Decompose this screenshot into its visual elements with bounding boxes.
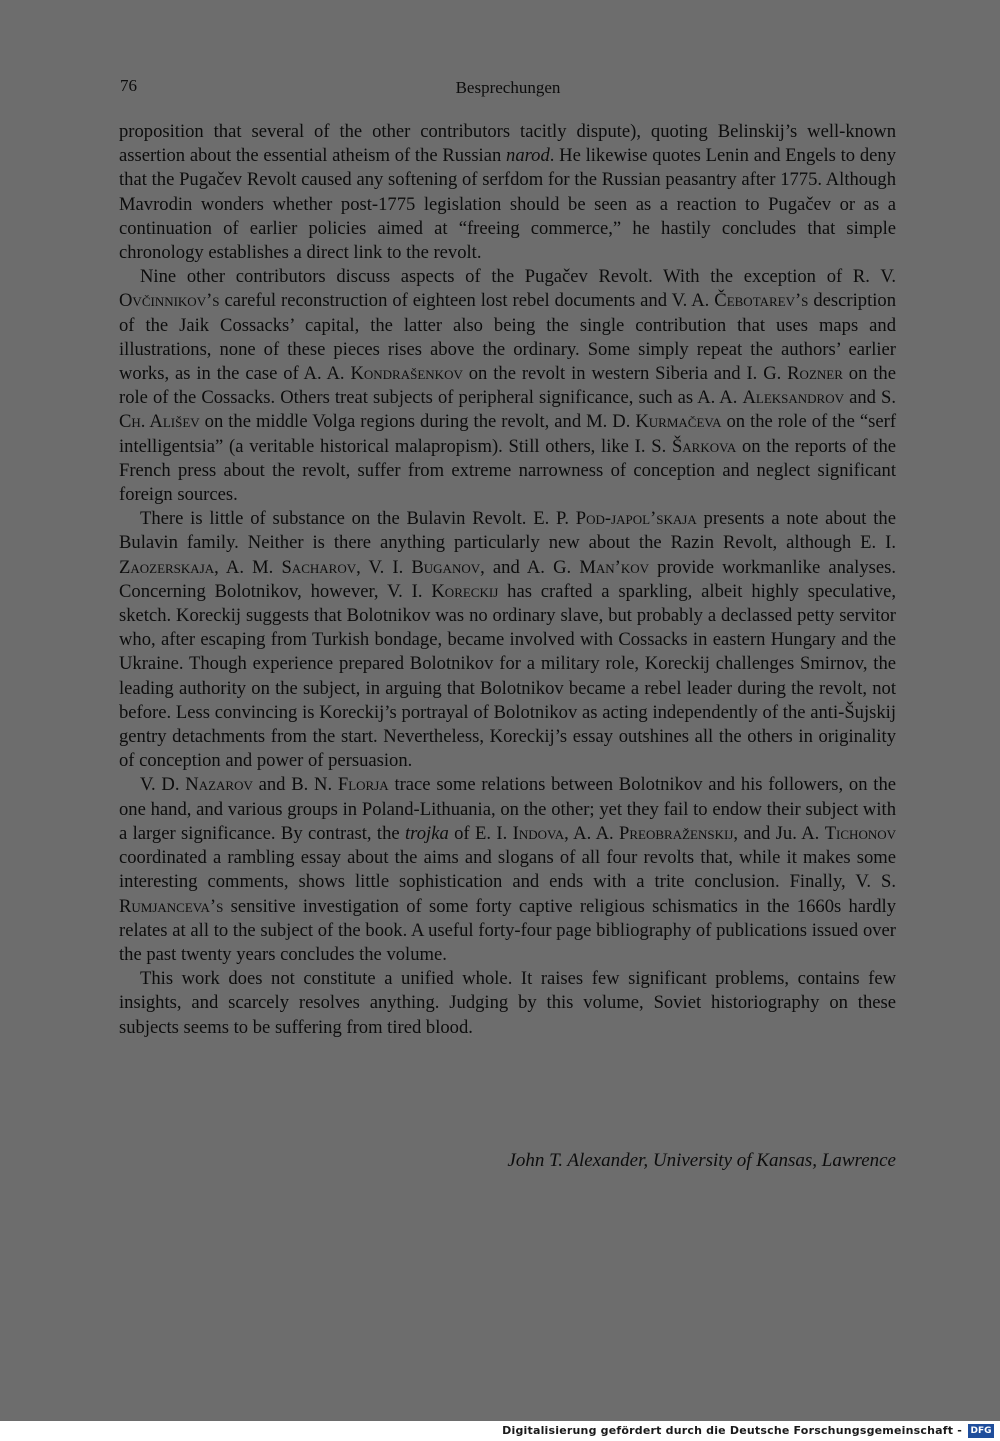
text-run: and S. [844,387,896,409]
text-run: There is little of substance on the Bulavin Revolt. E. P. [140,508,576,530]
contributor-name: Kurmačeva [635,411,722,433]
contributor-name: Ovčinnikov’s [119,290,220,312]
page-number: 76 [120,76,137,95]
paragraph [119,507,896,773]
review-body [119,120,896,1040]
text-run: , V. I. [356,556,412,578]
italic-term: narod [506,145,550,167]
text-run: V. D. [140,774,186,796]
text-run: on the revolt in western Siberia and I. G. [462,363,788,385]
contributor-name: Rumjanceva’s [119,895,224,917]
text-run: , and A. G. [480,556,580,578]
contributor-name: Rozner [787,363,843,385]
contributor-name: Sacharov [281,556,357,578]
text-run: trace some relations between Bolotnikov and his followers, on the one hand, and various groups in Poland-Lithuania, on the other; yet they fail to endow their subject with a larger significance. By contrast, the [119,774,897,844]
text-run: on the middle Volga regions during the revolt, and M. D. [199,411,636,433]
text-run: provide workmanlike analyses. Concerning Bolotnikov, however, V. I. [119,556,896,602]
italic-term: trojka [405,822,449,844]
text-run: and B. N. [252,774,338,796]
text-run: on the role of the “serf intelligentsia” (a veritable historical malapropism). Still others, like I. S. [119,411,897,457]
paragraph [119,120,896,265]
page-header [120,76,896,102]
text-run: . He likewise quotes Lenin and Engels to deny that the Pugačev Revolt caused any softening of serfdom for the Russian peasantry after 1775. Although Mavrodin wonders whether post-1775 legislation should be seen as a reaction to Pugačev or as a continuation of earlier policies aimed at “freeing commerce,” he hastily concludes that simple chronology establishes a direct link to the revolt. [119,145,896,264]
reviewer-signature: John T. Alexander, University of Kansas, Lawrence [507,1150,896,1171]
text-run: on the role of the Cossacks. Others treat subjects of peripheral significance, such as A. A. [119,363,896,409]
text-run: presents a note about the Bulavin family. Neither is there anything particularly new about the Razin Revolt, although E. I. [119,508,896,554]
contributor-name: Koreckij [431,580,499,602]
text-run: of E. I. [448,822,513,844]
digitization-footer [0,1421,1000,1441]
contributor-name: Indova [512,822,565,844]
text-run: , and Ju. A. [733,822,825,844]
text-run: has crafted a sparkling, albeit highly speculative, sketch. Koreckij suggests that Bolotnikov was no ordinary slave, but probably a declassed petty servitor who, after escaping from Turkish bondage, became involved with Cossacks in eastern Hungary and the Ukraine. Though experience prepared Bolotnikov for a military role, Koreckij challenges Smirnov, the leading authority on the subject, in arguing that Bolotnikov became a rebel leader during the revolt, not before. Less convincing is Koreckij’s portrayal of Bolotnikov as acting independently of the anti-Šujskij gentry detachments from the start. Nevertheless, Koreckij’s essay outshines all the others in originality of conception and power of persuasion. [119,580,897,772]
text-run: , A. A. [564,822,620,844]
contributor-name: Zaozerskaja [119,556,215,578]
contributor-name: Šarkova [671,435,737,457]
contributor-name: Kondrašenkov [350,363,463,385]
text-run: , A. M. [214,556,282,578]
contributor-name: Preobraženskij [619,822,734,844]
contributor-name: Tichonov [824,822,897,844]
text-run: sensitive investigation of some forty captive religious schismatics in the 1660s hardly relates at all to the subject of the book. A useful forty-four page bibliography of publications issued over the past twenty years concludes the volume. [119,895,896,965]
text-run: on the reports of the French press about the revolt, suffer from extreme narrowness of conception and neglect significant foreign sources. [119,435,896,506]
dfg-logo: DFG [968,1424,994,1438]
contributor-name: Ch. Ališev [119,411,200,433]
text-run: Nine other contributors discuss aspects of the Pugačev Revolt. With the exception of R. V. [140,266,896,288]
contributor-name: Florja [337,774,389,796]
funding-notice: Digitalisierung gefördert durch die Deutsche Forschungsgemeinschaft - [502,1424,962,1437]
contributor-name: Nazarov [185,774,253,796]
contributor-name: Pod-japol’skaja [575,508,697,530]
contributor-name: Čebotarev’s [714,290,809,312]
text-run: This work does not constitute a unified whole. It raises few significant problems, contains few insights, and scarcely resolves anything. Judging by this volume, Soviet historiography on these subjects seems to be suffering from tired blood. [119,968,896,1038]
contributor-name: Aleksandrov [742,387,845,409]
running-head: Besprechungen [455,78,561,97]
contributor-name: Man’kov [579,556,649,578]
contributor-name: Buganov [411,556,481,578]
text-run: proposition that several of the other contributors tacitly dispute), quoting Belinskij’s well-known assertion about the essential atheism of the Russian [119,121,896,167]
paragraph [119,265,896,507]
text-run: coordinated a rambling essay about the aims and slogans of all four revolts that, while it makes some interesting comments, shows little sophistication and ends with a trite conclusion. Finally, V. S. [119,847,896,893]
paragraph [119,967,896,1040]
text-run: description of the Jaik Cossacks’ capital, the latter also being the single contribution that uses maps and illustrations, none of these pieces rises above the ordinary. Some simply repeat the authors’ earlier works, as in the case of A. A. [119,290,896,385]
paragraph [119,773,896,967]
text-run: careful reconstruction of eighteen lost rebel documents and V. A. [219,290,715,312]
